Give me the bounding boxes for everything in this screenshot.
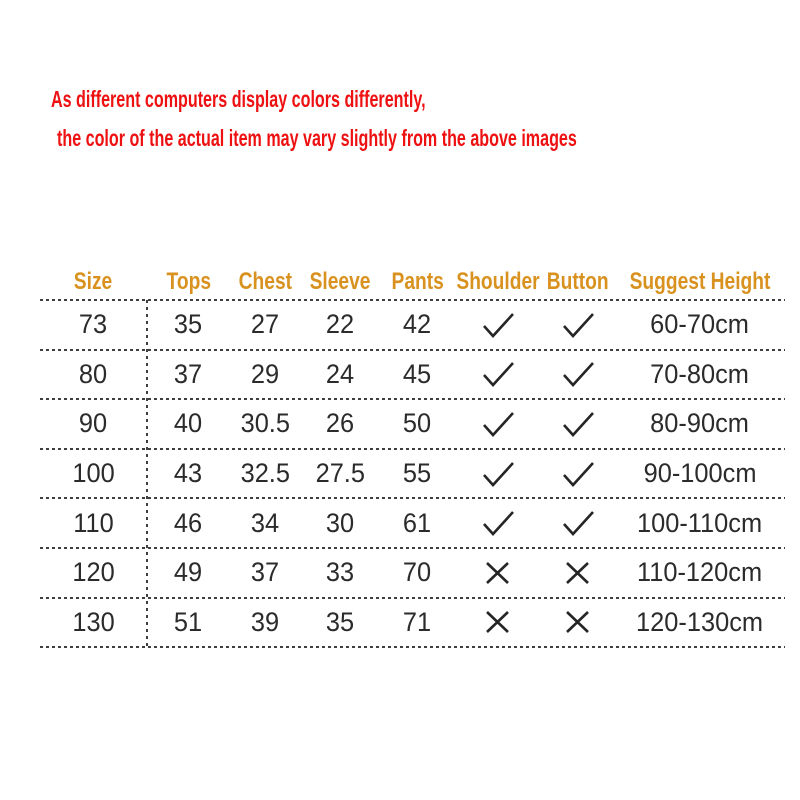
tops-value: 37	[174, 358, 203, 389]
chest-cell	[230, 598, 300, 648]
chest-cell	[230, 399, 300, 449]
disclaimer-line-1: As different computers display colors differently,	[51, 86, 426, 112]
suggest-height-value: 100-110cm	[637, 507, 763, 538]
pants-cell	[380, 300, 455, 350]
sleeve-cell	[300, 548, 380, 598]
shoulder-cell	[455, 598, 540, 648]
tops-value: 46	[174, 507, 203, 538]
shoulder-cell	[455, 449, 540, 499]
tops-value: 49	[174, 557, 203, 588]
suggest-height-cell	[615, 350, 785, 400]
check-icon	[480, 311, 516, 339]
check-icon	[560, 509, 596, 537]
sleeve-value: 24	[325, 358, 355, 389]
size-table	[40, 264, 785, 648]
table-row	[40, 548, 785, 598]
button-cell	[540, 598, 615, 648]
disclaimer-line-2: the color of the actual item may vary slightly from the above images	[57, 125, 577, 151]
sleeve-cell	[300, 300, 380, 350]
pants-value: 42	[403, 309, 432, 340]
table-row	[40, 300, 785, 350]
check-icon	[480, 509, 516, 537]
button-cell	[540, 548, 615, 598]
check-icon	[560, 360, 596, 388]
check-icon	[480, 460, 516, 488]
size-cell	[40, 449, 147, 499]
size-cell	[40, 598, 147, 648]
column-header-label: Tops	[166, 268, 211, 295]
sleeve-value: 30	[325, 507, 355, 538]
table-row	[40, 350, 785, 400]
suggest-height-value: 120-130cm	[636, 606, 764, 637]
column-divider-line	[146, 300, 148, 648]
column-header-sleeve	[300, 264, 380, 300]
column-header-label: Suggest Height	[629, 268, 771, 295]
tops-value: 51	[174, 606, 203, 637]
suggest-height-cell	[615, 399, 785, 449]
sleeve-value: 26	[325, 408, 355, 439]
suggest-height-cell	[615, 598, 785, 648]
check-icon	[560, 460, 596, 488]
chest-cell	[230, 498, 300, 548]
x-icon	[564, 560, 591, 586]
sleeve-value: 22	[325, 309, 355, 340]
pants-cell	[380, 399, 455, 449]
column-header-pants	[380, 264, 455, 300]
button-cell	[540, 399, 615, 449]
x-icon	[564, 609, 591, 635]
size-cell	[40, 300, 147, 350]
button-cell	[540, 498, 615, 548]
chest-value: 39	[250, 606, 280, 637]
suggest-height-value: 90-100cm	[643, 458, 757, 489]
size-value: 73	[79, 309, 108, 340]
sleeve-value: 27.5	[315, 458, 365, 489]
chest-value: 29	[250, 358, 280, 389]
size-cell	[40, 399, 147, 449]
column-header-chest	[230, 264, 300, 300]
tops-cell	[147, 399, 230, 449]
check-icon	[480, 360, 516, 388]
pants-value: 70	[403, 557, 432, 588]
column-header-button	[540, 264, 615, 300]
size-value: 120	[72, 557, 115, 588]
suggest-height-value: 70-80cm	[650, 358, 750, 389]
column-header-label: Sleeve	[309, 268, 371, 295]
chest-value: 34	[250, 507, 280, 538]
chest-value: 37	[250, 557, 280, 588]
button-cell	[540, 350, 615, 400]
size-value: 100	[72, 458, 115, 489]
chest-value: 32.5	[240, 458, 290, 489]
tops-value: 35	[174, 309, 203, 340]
sleeve-cell	[300, 598, 380, 648]
shoulder-cell	[455, 399, 540, 449]
suggest-height-cell	[615, 498, 785, 548]
chest-cell	[230, 350, 300, 400]
chest-value: 27	[250, 309, 280, 340]
table-row	[40, 399, 785, 449]
size-cell	[40, 350, 147, 400]
x-icon	[484, 609, 511, 635]
pants-cell	[380, 598, 455, 648]
sleeve-cell	[300, 449, 380, 499]
sleeve-cell	[300, 399, 380, 449]
shoulder-cell	[455, 498, 540, 548]
x-icon	[484, 560, 511, 586]
sleeve-value: 33	[325, 557, 355, 588]
tops-cell	[147, 449, 230, 499]
column-header-shoulder	[455, 264, 540, 300]
pants-value: 45	[403, 358, 432, 389]
tops-cell	[147, 598, 230, 648]
table-body	[40, 300, 785, 647]
suggest-height-cell	[615, 300, 785, 350]
pants-value: 55	[403, 458, 432, 489]
sleeve-cell	[300, 350, 380, 400]
tops-cell	[147, 350, 230, 400]
check-icon	[480, 410, 516, 438]
chest-cell	[230, 300, 300, 350]
chest-cell	[230, 548, 300, 598]
pants-cell	[380, 350, 455, 400]
suggest-height-value: 110-120cm	[637, 557, 763, 588]
pants-value: 50	[403, 408, 432, 439]
tops-value: 40	[174, 408, 203, 439]
suggest-height-cell	[615, 449, 785, 499]
tops-value: 43	[174, 458, 203, 489]
shoulder-cell	[455, 350, 540, 400]
size-cell	[40, 498, 147, 548]
table-row	[40, 449, 785, 499]
column-header-label: Button	[546, 268, 609, 295]
suggest-height-cell	[615, 548, 785, 598]
column-header-suggest-height	[615, 264, 785, 300]
pants-cell	[380, 498, 455, 548]
size-cell	[40, 548, 147, 598]
tops-cell	[147, 548, 230, 598]
pants-value: 61	[403, 507, 432, 538]
column-header-size	[40, 264, 147, 300]
pants-cell	[380, 449, 455, 499]
column-header-label: Pants	[391, 268, 444, 295]
suggest-height-value: 60-70cm	[650, 309, 750, 340]
chest-value: 30.5	[240, 408, 290, 439]
column-header-label: Shoulder	[455, 268, 540, 295]
column-header-label: Chest	[238, 268, 292, 295]
check-icon	[560, 311, 596, 339]
pants-cell	[380, 548, 455, 598]
button-cell	[540, 300, 615, 350]
table-header-row	[40, 264, 785, 300]
shoulder-cell	[455, 548, 540, 598]
shoulder-cell	[455, 300, 540, 350]
sleeve-value: 35	[325, 606, 355, 637]
check-icon	[560, 410, 596, 438]
size-value: 130	[72, 606, 115, 637]
size-value: 90	[79, 408, 108, 439]
table-row	[40, 598, 785, 648]
size-value: 80	[79, 358, 108, 389]
column-header-tops	[147, 264, 230, 300]
chest-cell	[230, 449, 300, 499]
column-header-label: Size	[74, 268, 113, 295]
pants-value: 71	[403, 606, 432, 637]
tops-cell	[147, 300, 230, 350]
suggest-height-value: 80-90cm	[650, 408, 750, 439]
table-row	[40, 498, 785, 548]
tops-cell	[147, 498, 230, 548]
sleeve-cell	[300, 498, 380, 548]
button-cell	[540, 449, 615, 499]
size-value: 110	[73, 507, 114, 538]
